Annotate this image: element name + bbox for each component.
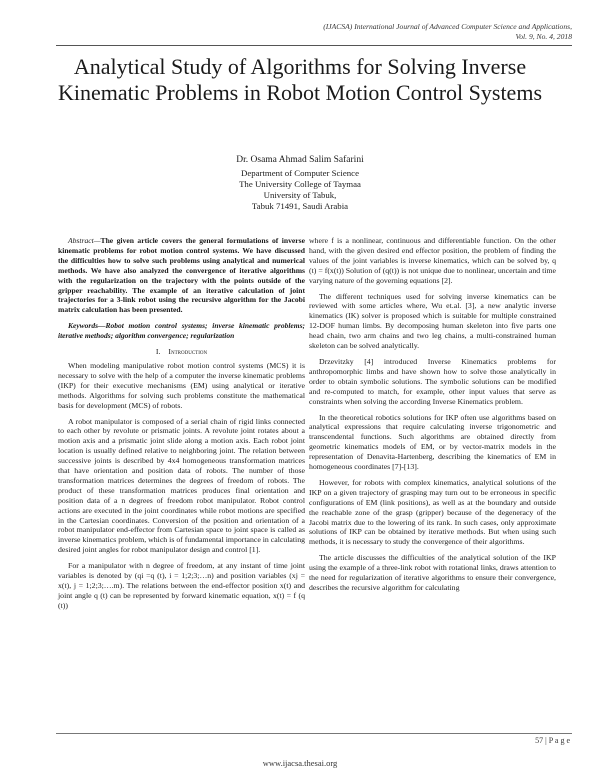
paragraph: A robot manipulator is composed of a serial chain of rigid links connected to each other by revolute or prismatic joints. A revolute joint rotates about a motion axis and a prismatic joint slide along a motion axis. Each robot joint location is usually defined relative to neighboring joint. The relation between successive joints is described by 4x4 homogeneous transformation matrices that have orientation and position data of robots. The number of those transformation matrices determines the degrees of freedom of robots. The product of these transformation matrices produces final orientation and position data of a n degrees of freedom robot manipulator. Robot control actions are executed in the joint coordinates while robot motions are specified in the Cartesian coordinates. Conversion of the position and orientation of a robot manipulator end-effector from Cartesian space to joint space is called as inverse kinematics problem, which is of fundamental importance in calculating desired joint angles for robot manipulator design and control [1]. xyxy=(58,416,305,555)
page-number: 57 | P a g e xyxy=(535,736,570,745)
author-college: The University College of Taymaa xyxy=(239,179,361,189)
paragraph: However, for robots with complex kinematics, analytical solutions of the IKP on a given trajectory of grasping may turn out to be erroneous in specific configurations of EM (link positions), as well as at the boundary and outside the reachable zone of the grasp (gripper) because of the degeneracy of the Jacobi matrix due to the lowering of its rank. In such cases, only approximate solutions of IKP can be obtained by iterative methods. But when using such methods, it is necessary to study the convergence of their algorithms. xyxy=(309,477,556,547)
header-divider xyxy=(56,45,572,46)
section-number: I. xyxy=(155,347,161,357)
journal-url[interactable]: www.ijacsa.thesai.org xyxy=(262,758,338,768)
paragraph: In the theoretical robotics solutions for IKP often use algorithms based on analytical expressions that require calculating inverse trigonometric and transcendental functions. Such algorithms are obtained directly from geometric kinematics models of EM, or by vector-matrix models in the representation of Denavita-Hartenberg, describing the kinematics of EM in homogeneous coordinates [7]-[13]. xyxy=(309,412,556,472)
footer-divider xyxy=(56,733,572,734)
right-column xyxy=(309,236,556,599)
section-title: Introduction xyxy=(168,347,208,357)
journal-header-line1: (IJACSA) International Journal of Advanced Computer Science and Applications, xyxy=(323,22,572,31)
paragraph: When modeling manipulative robot motion control systems (MCS) it is necessary to solve with the help of a computer the inverse kinematic problems (IKP) for their executive mechanisms (EM) using analytical or iterative methods. Algorithms for solving such problems constitute the mathematical basis for development (MCS) of robots. xyxy=(58,360,305,410)
paragraph: For a manipulator with n degree of freedom, at any instant of time joint variables is denoted by (qi =q (t), i = 1;2;3;…n) and position variables (xj = x(t), j = 1;2;3;….m). The relations between the end-effector position x(t) and joint angle q (t) can be represented by forward kinematic equation, x(t) = f (q (t)) xyxy=(58,561,305,610)
paper-title: Analytical Study of Algorithms for Solving Inverse Kinematic Problems in Robot Motion Control Systems xyxy=(58,54,542,105)
paragraph: The different techniques used for solving inverse kinematics can be reviewed with some articles where, Wu et.al. [3], a new analytic inverse kinematics (IK) solver is proposed which is suitable for multiple constrained 12-DOF human limbs. By decomposing human skeleton into five parts one head chain, two arm chains and two leg chains, a multi-constrained human skeleton can be solved analytically. xyxy=(309,291,556,351)
keywords: Keywords—Robot motion control systems; inverse kinematic problems; iterative methods; algorithm convergence; regularization xyxy=(58,321,305,341)
paragraph: where f is a nonlinear, continuous and differentiable function. On the other hand, with the given desired end effector position, the problem of finding the values of the joint variables is inverse kinematics, which can be solved by, q (t) = f(x(t)) Solution of (q(t)) is not unique due to nonlinear, uncertain and time varying nature of the governing equations [2]. xyxy=(309,236,556,285)
abstract-text: The given article covers the general formulations of inverse kinematic problems for robot motion control systems. We have discussed the difficulties how to solve such problems using analytical and numerical methods. We have also analyzed the convergence of iterative algorithms with the regularization on the trajectory with the points outside of the gripper reachability. The example of an iterative calculation of joint trajectories for a 3-link robot using the recursive algorithm for the Jacobi matrix calculation has been presented. xyxy=(58,236,305,315)
journal-header-line2: Vol. 9, No. 4, 2018 xyxy=(515,32,572,41)
section-heading-introduction xyxy=(58,347,305,357)
author-dept: Department of Computer Science xyxy=(241,168,359,178)
author-address: Tabuk 71491, Saudi Arabia xyxy=(251,201,349,211)
author-university: University of Tabuk, xyxy=(263,190,337,200)
author-block xyxy=(100,155,500,212)
author-name: Dr. Osama Ahmad Salim Safarini xyxy=(236,155,364,165)
journal-header xyxy=(323,22,572,42)
paragraph: Drzevitzky [4] introduced Inverse Kinematics problems for anthropomorphic limbs and have shown how to solve those analytically in order to obtain symbolic solutions. The symbolic solutions can be modified and re-computed to match, for example, other input values that serve as constraints when solving the according Inverse Kinematics problem. xyxy=(309,356,556,406)
left-column xyxy=(58,236,305,617)
paragraph: The article discusses the difficulties of the analytical solution of the IKP using the example of a three-link robot with rotational links, draws attention to the need for regularization of iterative algorithms to ensure their convergence, describes the recursive algorithm for calculating xyxy=(309,553,556,592)
abstract-lead: Abstract— xyxy=(68,236,101,245)
abstract xyxy=(58,236,305,315)
